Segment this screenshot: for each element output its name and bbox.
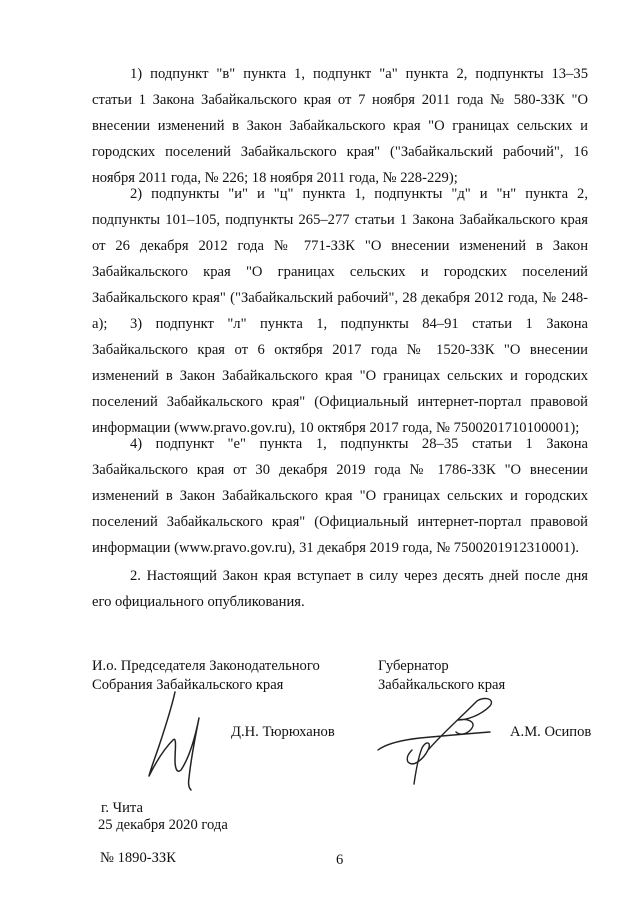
- right-title-line-1: Губернатор: [378, 658, 449, 674]
- right-signatory-name: А.М. Осипов: [510, 724, 592, 740]
- paragraph-entry-into-force: 2. Настоящий Закон края вступает в силу через десять дней после дня его официального опубликования.: [92, 568, 588, 610]
- right-signatory-title: [378, 657, 598, 695]
- left-handwritten-signature: [145, 688, 205, 793]
- left-signatory-title: [92, 657, 352, 695]
- left-title-line-1: И.о. Председателя Законодательного: [92, 658, 320, 674]
- paragraph-item-1: 1) подпункт "в" пункта 1, подпункт "а" пункта 2, подпункты 13–35 статьи 1 Закона Забайкальского края от 7 ноября 2011 года № 580-ЗЗК "О внесении изменений в Закон Забайкальского края "О границах сельских и городских поселений Забайкальского края" ("Забайкальский рабочий", 16 ноября 2011 года, № 226; 18 ноября 2011 года, № 228-229);: [92, 66, 588, 186]
- paragraph-item-3: 3) подпункт "л" пункта 1, подпункты 84–91 статьи 1 Закона Забайкальского края от 6 октября 2017 года № 1520-ЗЗК "О внесении изменений в Закон Забайкальского края "О границах сельских и городских поселений Забайкальского края" (Официальный интернет-портал правовой информации (www.pravo.gov.ru), 10 октября 2017 года, № 7500201710100001);: [92, 316, 588, 436]
- paragraph-item-4: 4) подпункт "е" пункта 1, подпункты 28–35 статьи 1 Закона Забайкальского края от 30 декабря 2019 года № 1786-ЗЗК "О внесении изменений в Закон Забайкальского края "О границах сельских и городских поселений Забайкальского края" (Официальный интернет-портал правовой информации (www.pravo.gov.ru), 31 декабря 2019 года, № 7500201912310001).: [92, 436, 588, 556]
- right-title-line-2: Забайкальского края: [378, 677, 506, 693]
- signing-date: 25 декабря 2020 года: [98, 817, 228, 833]
- left-signatory-name: Д.Н. Тюрюханов: [231, 724, 335, 740]
- law-number: № 1890-ЗЗК: [100, 850, 176, 866]
- left-title-line-2: Собрания Забайкальского края: [92, 677, 284, 693]
- paragraph-item-2: 2) подпункты "и" и "ц" пункта 1, подпункты "д" и "н" пункта 2, подпункты 101–105, подпункты 265–277 статьи 1 Закона Забайкальского края от 26 декабря 2012 года № 771-ЗЗК "О внесении изменений в Закон Забайкальского края "О границах сельских и городских поселений Забайкальского края" ("Забайкальский рабочий", 28 декабря 2012 года, № 248-а);: [92, 186, 588, 332]
- signing-place: г. Чита: [101, 800, 143, 816]
- page-number: 6: [336, 852, 344, 868]
- right-handwritten-signature: [372, 692, 504, 790]
